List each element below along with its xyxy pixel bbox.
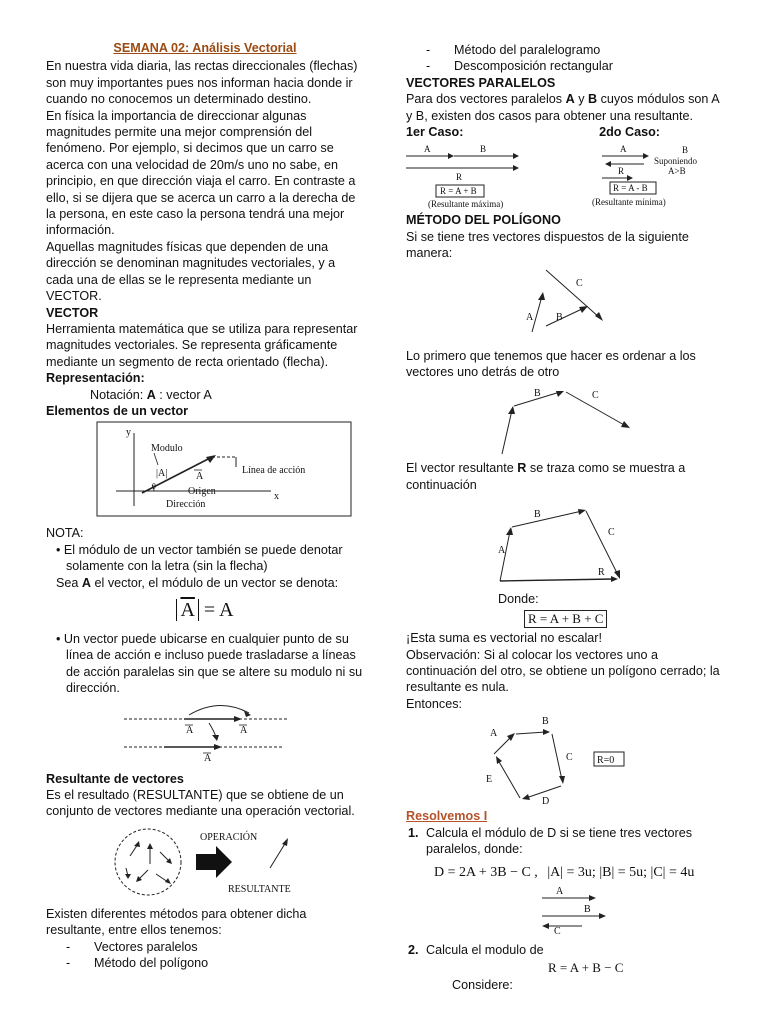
- modulo-formula: [46, 595, 364, 625]
- caso2-formula: R = A - B: [613, 183, 648, 194]
- resultante-label: RESULTANTE: [228, 883, 291, 895]
- y-label: y: [126, 427, 131, 439]
- parallel-cases-figure: [406, 142, 728, 210]
- right-column: [406, 42, 728, 993]
- closed-pentagon-figure: [406, 714, 728, 804]
- pent-d: D: [542, 796, 550, 805]
- observacion-text: Observación: Si al colocar los vectores uno a continuación del otro, se obtiene un polígono cerrado; la resultante es nula.: [406, 647, 720, 695]
- question-2-text: Calcula el modulo de: [426, 942, 544, 957]
- caso2-r: R: [618, 166, 625, 177]
- nota-1b: [46, 575, 364, 591]
- vec-a-label: A: [196, 471, 204, 483]
- question-2-number: 2.: [408, 942, 419, 957]
- nota-2: • Un vector puede ubicarse en cualquier punto de su línea de acción e incluso puede trasladarse a líneas de acción paralelas sin que se altere su modulo ni su dirección.: [56, 631, 363, 696]
- vector-definition: Herramienta matemática que se utiliza para representar magnitudes vectoriales. Se representa gráficamente mediante un segmento de recta orientado (flecha).: [46, 321, 358, 369]
- resultante-trazo-post: se traza como se muestra a continuación: [406, 461, 686, 492]
- caso-2-label: 2do Caso:: [599, 125, 660, 140]
- list-item: - Método del polígono: [66, 955, 364, 971]
- pent-r0: R=0: [597, 755, 615, 767]
- paralelos-b: B: [588, 92, 598, 107]
- caso1-a: A: [424, 144, 431, 155]
- translate-label-1: A: [186, 724, 194, 736]
- resultante-definition: Es el resultado (RESULTANTE) que se obtiene de un conjunto de vectores mediante una operación vectorial.: [46, 788, 355, 819]
- list-item: - Método del paralelogramo: [426, 42, 728, 58]
- caso1-note: (Resultante máxima): [428, 199, 504, 210]
- vector-elements-figure: [96, 421, 352, 517]
- resolvemos-heading: Resolvemos I: [406, 809, 488, 824]
- operacion-label: OPERACIÓN: [200, 831, 258, 843]
- considere-text: Considere:: [452, 977, 513, 992]
- intro-paragraph-1: En nuestra vida diaria, las rectas direccionales (flechas) son muy importantes pues nos informan hacia donde ir cuando no conocemos un determinado destino.: [46, 59, 358, 107]
- paralelos-pre: Para dos vectores paralelos: [406, 92, 566, 107]
- chain-c: C: [592, 390, 599, 402]
- chain-b: B: [534, 388, 541, 400]
- linea-accion-label: Línea de acción: [242, 465, 306, 477]
- paralelos-y: y: [574, 92, 589, 107]
- escalar-text: ¡Esta suma es vectorial no escalar!: [406, 631, 602, 646]
- question-1: [406, 825, 728, 858]
- pent-e: E: [486, 774, 493, 786]
- theta-label: θ: [152, 482, 156, 492]
- nota-1b-post: el vector, el módulo de un vector se denota:: [91, 575, 339, 590]
- question-2-formula: R = A + B − C: [548, 960, 624, 976]
- resultante-trazo-text: [406, 460, 728, 493]
- caso2-note: (Resultante mínima): [592, 197, 666, 208]
- elementos-heading: Elementos de un vector: [46, 403, 189, 418]
- notacion-rest: : vector A: [155, 387, 212, 402]
- intro-paragraph-2: En física la importancia de direccionar algunas magnitudes permite una mejor comprensión del fenómeno. Por ejemplo, si decimos que un carro se acerca con una velocidad de 20m/s uno no sabe, en principio, en que dirección viaja el carro. En contraste a ello, si se dijera que se acerca un carro a la derecha de la persona, en este caso la persona tendrá una mejor información.: [46, 108, 356, 238]
- ordenar-text: Lo primero que tenemos que hacer es ordenar a los vectores uno detrás de otro: [406, 348, 696, 380]
- three-vectors-figure: [406, 264, 728, 346]
- translate-label-2: A: [240, 724, 248, 736]
- origen-label: Origen: [188, 486, 216, 498]
- question-1-formula-row: [434, 865, 728, 881]
- caso1-b: B: [480, 144, 487, 155]
- caso1-r: R: [456, 172, 463, 183]
- paralelos-text: [406, 91, 728, 124]
- resultant-polygon-figure: [406, 495, 728, 589]
- poly-a: A: [498, 545, 506, 557]
- nota-1: • El módulo de un vector también se puede denotar solamente con la letra (sin la flecha): [56, 542, 343, 574]
- paralelos-a: A: [565, 92, 575, 107]
- modulo-formula-rhs: = A: [203, 598, 234, 621]
- paralelos-heading: VECTORES PARALELOS: [406, 75, 556, 90]
- vector-translation-figure: [124, 701, 294, 765]
- nota-1b-symbol: A: [81, 575, 92, 590]
- donde-label: Donde:: [498, 592, 539, 607]
- question-1-text: Calcula el módulo de D si se tiene tres vectores paralelos, donde:: [426, 825, 692, 856]
- poly-c: C: [608, 527, 615, 539]
- entonces-text: Entonces:: [406, 696, 463, 711]
- three-b: B: [556, 311, 563, 323]
- q1-a: A: [556, 885, 564, 897]
- cases-row: [406, 124, 686, 140]
- question-1-formula: D = 2A + 3B − C ,: [434, 865, 538, 881]
- modulo-label: Modulo: [151, 443, 183, 455]
- question-1-figure: [406, 884, 728, 940]
- intro-paragraph-3: Aquellas magnitudes físicas que dependen de una dirección se denominan magnitudes vectoriales, y a cada una de ellas se le representa mediante un VECTOR.: [46, 239, 336, 304]
- nota-1b-pre: Sea: [56, 575, 82, 590]
- direccion-label: Dirección: [166, 499, 206, 511]
- x-label: x: [274, 491, 279, 503]
- notacion-symbol: A: [146, 387, 156, 402]
- question-1-values: |A| = 3u; |B| = 5u; |C| = 4u: [547, 865, 695, 881]
- page-title: SEMANA 02: Análisis Vectorial: [113, 41, 297, 55]
- donde-formula: R = A + B + C: [524, 610, 607, 628]
- three-c: C: [576, 277, 583, 289]
- notacion-label: Notación:: [90, 387, 147, 402]
- question-1-number: 1.: [408, 825, 419, 840]
- abs-a-label: |A|: [156, 468, 168, 480]
- poly-r: R: [598, 567, 605, 579]
- pent-a: A: [490, 728, 498, 740]
- resultante-trazo-pre: El vector resultante: [406, 461, 518, 476]
- chained-vectors-figure: [406, 382, 728, 458]
- pent-b: B: [542, 716, 549, 728]
- translate-label-3: A: [204, 752, 212, 764]
- metodos-intro: Existen diferentes métodos para obtener dicha resultante, entre ellos tenemos:: [46, 906, 307, 938]
- poligono-intro: Si se tiene tres vectores dispuestos de la siguiente manera:: [406, 229, 689, 261]
- caso2-cond: A>B: [668, 166, 686, 177]
- pent-c: C: [566, 752, 573, 764]
- caso2-suponiendo: Suponiendo: [654, 156, 698, 167]
- q1-c: C: [554, 925, 561, 937]
- modulo-formula-lhs: $\overline{A}$: [176, 599, 198, 621]
- q1-b: B: [584, 903, 591, 915]
- metodos-list-continued: [426, 42, 728, 75]
- list-item: - Descomposición rectangular: [426, 58, 728, 74]
- metodos-list: [66, 939, 364, 972]
- notacion-line: [46, 387, 364, 403]
- question-2: [406, 942, 728, 958]
- nota-heading: NOTA:: [46, 526, 84, 541]
- three-a: A: [526, 311, 534, 323]
- caso1-formula: R = A + B: [440, 186, 477, 197]
- caso-1-label: 1er Caso:: [406, 125, 464, 140]
- representacion-heading: Representación:: [46, 371, 145, 386]
- list-item: - Vectores paralelos: [66, 939, 364, 955]
- poligono-heading: MÉTODO DEL POLÍGONO: [406, 213, 561, 228]
- left-column: [46, 40, 364, 971]
- caso2-b: B: [682, 145, 689, 156]
- operation-figure: [110, 824, 300, 900]
- caso2-a: A: [620, 144, 627, 155]
- resultante-heading: Resultante de vectores: [46, 771, 184, 786]
- vector-heading: VECTOR: [46, 305, 99, 320]
- resultante-trazo-r: R: [517, 461, 527, 476]
- paralelos-post: cuyos módulos son A y B, existen dos casos para obtener una resultante.: [406, 92, 719, 123]
- poly-b: B: [534, 509, 541, 521]
